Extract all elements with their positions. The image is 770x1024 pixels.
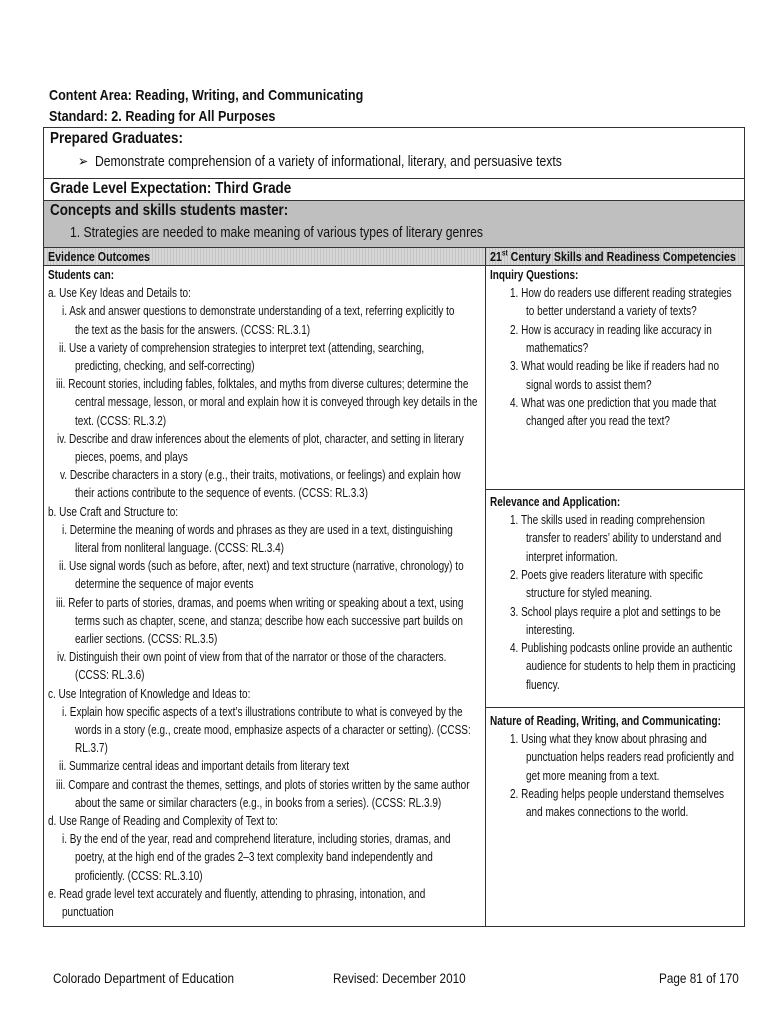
inquiry-block-line: 3. What would reading be like if readers had no xyxy=(510,359,720,374)
evidence-line: (CCSS: RL.3.6) xyxy=(75,668,145,683)
evidence-line: proficiently. (CCSS: RL.3.10) xyxy=(75,868,203,883)
relevance-block-line: 1. The skills used in reading comprehension xyxy=(510,513,705,527)
evidence-line: predicting, checking, and self-correcting) xyxy=(75,359,255,373)
evidence-line: pieces, poems, and plays xyxy=(75,450,188,464)
evidence-line: words in a story (e.g., create mood, emphasize aspects of a character or setting). (CCSS: xyxy=(75,723,471,737)
evidence-outcomes-header xyxy=(44,248,485,266)
evidence-line: d. Use Range of Reading and Complexity of Text to: xyxy=(48,814,278,828)
evidence-line: iii. Recount stories, including fables, folktales, and myths from diverse cultures; determine the xyxy=(56,377,469,392)
prepared-graduates-text: Demonstrate comprehension of a variety of informational, literary, and persuasive texts xyxy=(94,154,562,170)
evidence-line: ii. Summarize central ideas and important details from literary text xyxy=(59,759,350,774)
inquiry-block-title: Inquiry Questions: xyxy=(490,268,579,282)
footer-organization: Colorado Department of Education xyxy=(53,970,235,986)
inquiry-block-line: to better understand a variety of texts? xyxy=(526,304,697,319)
evidence-line: e. Read grade level text accurately and fluently, attending to phrasing, intonation, and xyxy=(48,886,426,901)
evidence-line: text. (CCSS: RL.3.2) xyxy=(75,413,167,428)
prepared-graduates-item xyxy=(78,154,562,170)
concepts-box xyxy=(43,200,745,248)
footer-revised: Revised: December 2010 xyxy=(333,970,466,986)
inquiry-block-line: 1. How do readers use different reading strategies xyxy=(510,286,732,300)
inquiry-block-line: 2. How is accuracy in reading like accuracy in xyxy=(510,322,712,337)
evidence-line: i. Determine the meaning of words and phrases as they are used in a text, distinguishing xyxy=(62,522,453,537)
students-can-label: Students can: xyxy=(48,268,115,282)
nature-block-line: and makes connections to the world. xyxy=(526,805,689,820)
evidence-line: RL.3.7) xyxy=(75,741,108,756)
evidence-line: a. Use Key Ideas and Details to: xyxy=(48,286,191,301)
evidence-line: terms such as chapter, scene, and stanza; describe how each successive part builds on xyxy=(75,613,463,628)
evidence-line: v. Describe characters in a story (e.g., their traits, motivations, or feelings) and explain how xyxy=(60,468,461,483)
concepts-item: 1. Strategies are needed to make meaning of various types of literary genres xyxy=(70,225,484,241)
evidence-line: poetry, at the high end of the grades 2–3 text complexity band independently and xyxy=(75,850,433,865)
nature-block-title: Nature of Reading, Writing, and Communicating: xyxy=(490,714,721,728)
content-area-heading: Content Area: Reading, Writing, and Communicating xyxy=(49,87,364,104)
relevance-block-line: structure for styled meaning. xyxy=(526,586,653,601)
evidence-line: earlier sections. (CCSS: RL.3.5) xyxy=(75,632,218,646)
inquiry-block-line: 4. What was one prediction that you made that xyxy=(510,395,717,410)
nature-separator xyxy=(486,707,744,708)
evidence-line: punctuation xyxy=(62,905,114,919)
evidence-line: i. Explain how specific aspects of a text’s illustrations contribute to what is conveyed by the xyxy=(62,704,463,719)
nature-block-line: punctuation helps readers read proficiently and xyxy=(526,750,734,765)
evidence-line: the text as the basis for the answers. (CCSS: RL.3.1) xyxy=(75,322,311,337)
evidence-line: literal from nonliteral language. (CCSS: RL.3.4) xyxy=(75,541,284,555)
nature-block-line: 1. Using what they know about phrasing and xyxy=(510,732,707,746)
column-divider xyxy=(485,248,486,926)
prepared-graduates-box xyxy=(43,127,745,179)
relevance-block-title: Relevance and Application: xyxy=(490,495,621,509)
evidence-line: iii. Compare and contrast the themes, settings, and plots of stories written by the same author xyxy=(56,777,470,792)
evidence-line: iii. Refer to parts of stories, dramas, and poems when writing or speaking about a text, using xyxy=(56,595,464,610)
nature-block-line: 2. Reading helps people understand themselves xyxy=(510,786,725,801)
relevance-block-line: 3. School plays require a plot and settings to be xyxy=(510,604,721,619)
evidence-line: b. Use Craft and Structure to: xyxy=(48,504,179,519)
relevance-block-line: interpret information. xyxy=(526,549,618,564)
evidence-line: determine the sequence of major events xyxy=(75,577,254,592)
prepared-graduates-title: Prepared Graduates: xyxy=(50,130,183,147)
relevance-block-line: audience for students to help them in practicing xyxy=(526,659,736,674)
inquiry-block-line: changed after you read the text? xyxy=(526,414,670,429)
standard-heading: Standard: 2. Reading for All Purposes xyxy=(49,108,276,125)
relevance-block-line: 2. Poets give readers literature with specific xyxy=(510,567,703,582)
evidence-line: ii. Use a variety of comprehension strategies to interpret text (attending, searching, xyxy=(59,340,425,355)
evidence-line: i. By the end of the year, read and comprehend literature, including stories, dramas, and xyxy=(62,832,451,847)
concepts-title: Concepts and skills students master: xyxy=(50,202,289,219)
relevance-block-line: interesting. xyxy=(526,622,575,637)
grade-level-expectation-title: Grade Level Expectation: Third Grade xyxy=(50,180,292,197)
evidence-line: ii. Use signal words (such as before, after, next) and text structure (narrative, chronology) to xyxy=(59,559,464,574)
evidence-line: central message, lesson, or moral and explain how it is conveyed through key details in the xyxy=(75,395,478,410)
relevance-block-line: fluency. xyxy=(526,677,560,692)
inquiry-block-line: signal words to assist them? xyxy=(526,377,652,392)
evidence-line: their actions contribute to the sequence of events. (CCSS: RL.3.3) xyxy=(75,486,368,501)
evidence-line: i. Ask and answer questions to demonstrate understanding of a text, referring explicitly to xyxy=(62,304,455,319)
relevance-block-line: 4. Publishing podcasts online provide an authentic xyxy=(510,641,733,656)
grade-level-expectation-box xyxy=(43,178,745,201)
competencies-header xyxy=(486,248,744,266)
standards-table xyxy=(43,247,745,927)
relevance-separator xyxy=(486,489,744,490)
inquiry-block-line: mathematics? xyxy=(526,340,589,355)
competencies-title: 21st Century Skills and Readiness Competencies xyxy=(490,248,736,264)
evidence-line: iv. Distinguish their own point of view from that of the narrator or those of the characters. xyxy=(57,650,447,665)
arrow-bullet-icon: ➢ xyxy=(78,154,89,170)
evidence-line: about the same or similar characters (e.g., in books from a series). (CCSS: RL.3.9) xyxy=(75,795,442,810)
evidence-line: c. Use Integration of Knowledge and Ideas to: xyxy=(48,686,251,701)
evidence-outcomes-title: Evidence Outcomes xyxy=(48,249,150,264)
footer-page-number: Page 81 of 170 xyxy=(659,970,739,986)
relevance-block-line: transfer to readers’ ability to understand and xyxy=(526,531,722,546)
evidence-line: iv. Describe and draw inferences about the elements of plot, character, and setting in literary xyxy=(57,431,464,446)
nature-block-line: get more meaning from a text. xyxy=(526,768,660,783)
